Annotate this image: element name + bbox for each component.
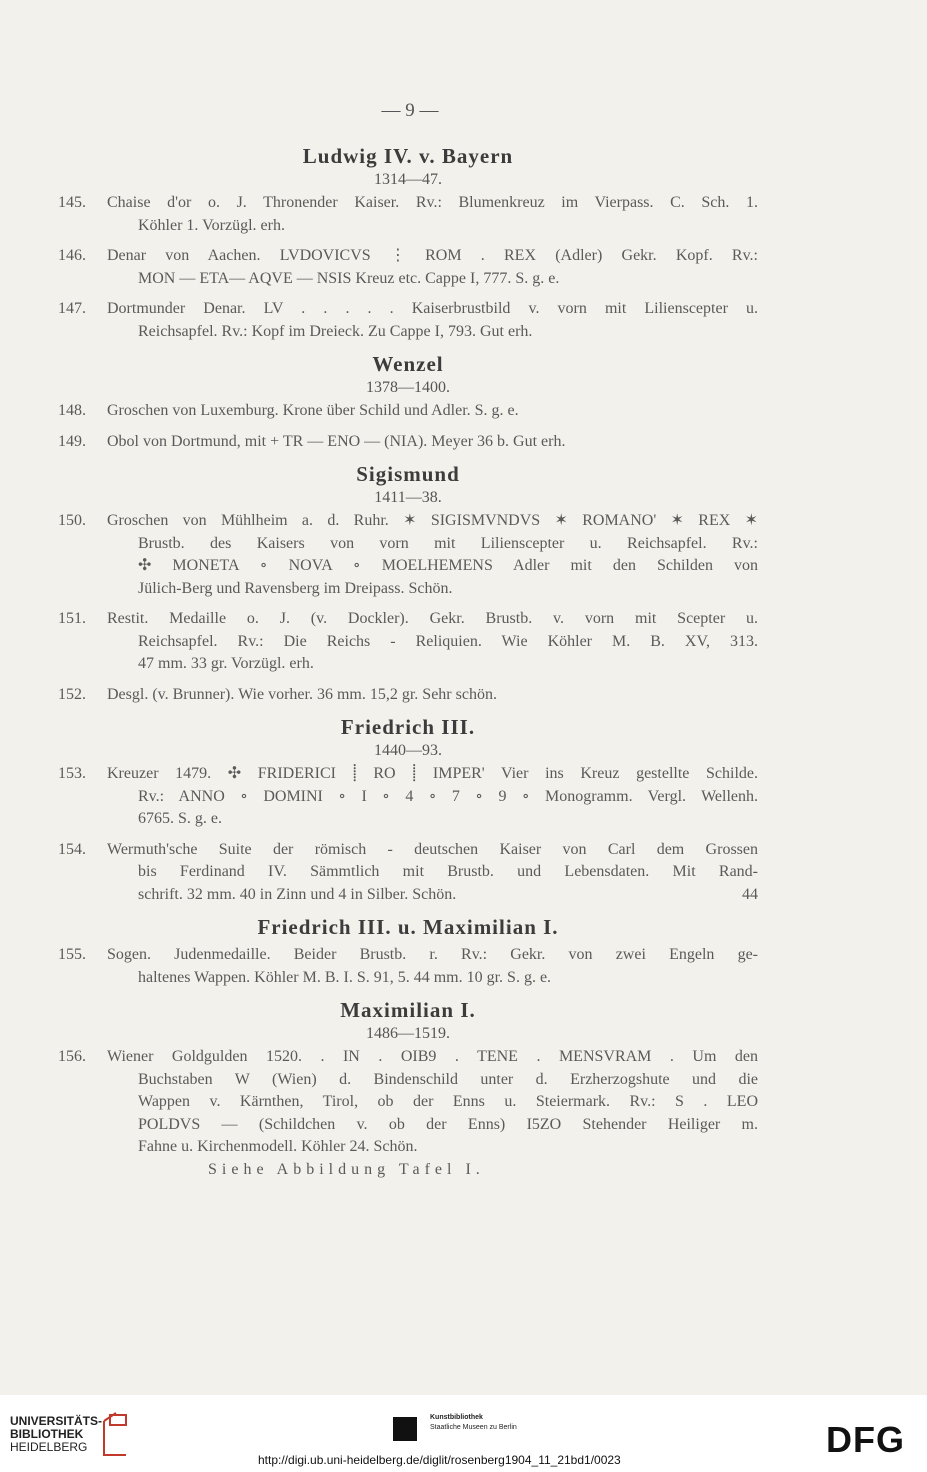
entry-line: Rv.: ANNO ∘ DOMINI ∘ I ∘ 4 ∘ 7 ∘ 9 ∘ Monogramm. Vergl. Wellenh. <box>138 787 758 805</box>
plate-reference: Siehe Abbildung Tafel I. <box>208 1160 485 1178</box>
permalink-url[interactable]: http://digi.ub.uni-heidelberg.de/diglit/rosenberg1904_11_21bd1/0023 <box>258 1453 621 1467</box>
ub-logo-line: BIBLIOTHEK <box>10 1427 84 1441</box>
section-title: Ludwig IV. v. Bayern <box>302 144 514 168</box>
entry-line: Fahne u. Kirchenmodell. Köhler 24. Schön. <box>138 1138 418 1155</box>
kunstbibliothek-logo-icon <box>393 1417 417 1441</box>
digitization-footer <box>0 1395 927 1472</box>
section-dates: 1411—38. <box>374 489 442 506</box>
catalogue-entry <box>58 510 758 600</box>
entry-number: 150. <box>58 512 86 529</box>
entry-number: 152. <box>58 685 86 703</box>
entry-number: 146. <box>58 247 86 264</box>
kb-line: Staatliche Museen zu Berlin <box>430 1424 517 1431</box>
entry-line: Obol von Dortmund, mit + TR — ENO — (NIA). Meyer 36 b. Gut erh. <box>107 432 566 450</box>
section-title: Sigismund <box>356 462 460 486</box>
entry-line: Sogen. Judenmedaille. Beider Brustb. r. Rv.: Gekr. von zwei Engeln ge- <box>107 946 758 963</box>
entry-line: Groschen von Mühlheim a. d. Ruhr. ✶ SIGISMVNDVS ✶ ROMANO' ✶ REX ✶ <box>107 512 758 529</box>
catalogue-entry <box>58 431 758 454</box>
catalogue-entry <box>58 839 758 907</box>
entry-number: 147. <box>58 300 86 317</box>
section-ludwig <box>58 143 758 343</box>
entry-line: 6765. S. g. e. <box>138 810 222 827</box>
section-friedrich-maximilian <box>58 914 758 989</box>
entry-line: Wermuth'sche Suite der römisch - deutschen Kaiser von Carl dem Grossen <box>107 840 758 858</box>
entry-line: bis Ferdinand IV. Sämmtlich mit Brustb. und Lebensdaten. Mit Rand- <box>138 863 758 880</box>
catalogue-entry <box>58 763 758 831</box>
entry-line: Denar von Aachen. LVDOVICVS ⋮ ROM . REX (Adler) Gekr. Kopf. Rv.: <box>107 247 758 264</box>
entry-line: Wiener Goldgulden 1520. . IN . OIB9 . TENE . MENSVRAM . Um den <box>107 1048 758 1065</box>
entry-number: 148. <box>58 402 86 419</box>
entry-line: MON — ETA— AQVE — NSIS Kreuz etc. Cappe I, 777. S. g. e. <box>138 269 560 287</box>
entry-line: Restit. Medaille o. J. (v. Dockler). Gekr. Brustb. v. vorn mit Scepter u. <box>107 610 758 627</box>
entry-price: 44 <box>742 885 758 903</box>
section-title: Friedrich III. <box>340 715 476 739</box>
page-number: — 9 — <box>381 100 439 121</box>
section-maximilian <box>58 997 758 1179</box>
entry-line: POLDVS — (Schildchen v. ob der Enns) I5ZO Stehender Heiliger m. <box>138 1115 758 1133</box>
kunstbibliothek-label[interactable] <box>430 1413 517 1433</box>
entry-line: Köhler 1. Vorzügl. erh. <box>138 216 285 234</box>
catalogue-entry <box>58 245 758 290</box>
dfg-logo[interactable]: DFG <box>826 1419 905 1460</box>
ub-logo-line: UNIVERSITÄTS- <box>10 1414 103 1428</box>
entry-line: Reichsapfel. Rv.: Die Reichs - Reliquien. Wie Köhler M. B. XV, 313. <box>138 632 758 650</box>
entry-number: 145. <box>58 194 86 211</box>
entry-number: 154. <box>58 840 86 858</box>
section-friedrich-iii <box>58 714 758 906</box>
section-title: Maximilian I. <box>340 998 476 1022</box>
section-title: Friedrich III. u. Maximilian I. <box>257 915 559 939</box>
section-dates: 1486—1519. <box>366 1025 450 1042</box>
entry-line: schrift. 32 mm. 40 in Zinn und 4 in Silber. Schön. <box>138 885 457 903</box>
catalogue-entry <box>58 1046 758 1159</box>
section-dates: 1314—47. <box>374 171 442 188</box>
kb-line: Kunstbibliothek <box>430 1414 483 1421</box>
entry-line: Chaise d'or o. J. Thronender Kaiser. Rv.: Blumenkreuz im Vierpass. C. Sch. 1. <box>107 194 758 211</box>
ub-emblem-icon <box>100 1411 130 1457</box>
catalogue-entry <box>58 944 758 989</box>
entry-line: Groschen von Luxemburg. Krone über Schild und Adler. S. g. e. <box>107 402 519 419</box>
entry-number: 151. <box>58 610 86 627</box>
entry-line: 47 mm. 33 gr. Vorzügl. erh. <box>138 655 314 672</box>
entry-line: Dortmunder Denar. LV . . . . . Kaiserbrustbild v. vorn mit Liliensc​epter u. <box>107 300 758 317</box>
catalogue-entry <box>58 684 758 707</box>
entry-line-with-price <box>107 884 758 907</box>
entry-line: Brustb. des Kaisers von vorn mit Liliensc​epter u. Reichsapfel. Rv.: <box>138 534 758 552</box>
entry-line: Kreuzer 1479. ✣ FRIDERICI ⸽ RO ⸽ IMPER' Vier ins Kreuz gestellte Schilde. <box>107 765 758 782</box>
catalogue-entry <box>58 400 758 423</box>
entry-number: 149. <box>58 432 86 450</box>
section-sigismund <box>58 461 758 706</box>
section-title: Wenzel <box>372 352 444 376</box>
section-wenzel <box>58 351 758 453</box>
entry-line: Jülich-Berg und Ravensberg im Dreipass. Schön. <box>138 579 453 597</box>
entry-number: 156. <box>58 1048 86 1065</box>
catalogue-entry <box>58 192 758 237</box>
section-dates: 1440—93. <box>374 742 442 759</box>
entry-number: 155. <box>58 946 86 963</box>
entry-line: Wappen v. Kärnthen, Tirol, ob der Enns u. Steiermark. Rv.: S . LEO <box>138 1093 758 1110</box>
catalogue-content <box>58 143 758 1179</box>
entry-line: Reichsapfel. Rv.: Kopf im Dreieck. Zu Cappe I, 793. Gut erh. <box>138 322 533 340</box>
entry-number: 153. <box>58 765 86 782</box>
ub-heidelberg-logo[interactable] <box>10 1415 102 1454</box>
catalogue-entry <box>58 608 758 676</box>
ub-logo-line: HEIDELBERG <box>10 1440 88 1454</box>
section-dates: 1378—1400. <box>366 379 450 396</box>
entry-line: Buchstaben W (Wien) d. Bindenschild unter d. Erzherzogshute und die <box>138 1070 758 1088</box>
entry-line: ✣ MONETA ∘ NOVA ∘ MOELHEMENS Adler mit den Schilden von <box>138 557 758 574</box>
entry-line: Desgl. (v. Brunner). Wie vorher. 36 mm. 15,2 gr. Sehr schön. <box>107 685 497 703</box>
catalogue-entry <box>58 298 758 343</box>
entry-line: haltenes Wappen. Köhler M. B. I. S. 91, 5. 44 mm. 10 gr. S. g. e. <box>138 968 552 986</box>
